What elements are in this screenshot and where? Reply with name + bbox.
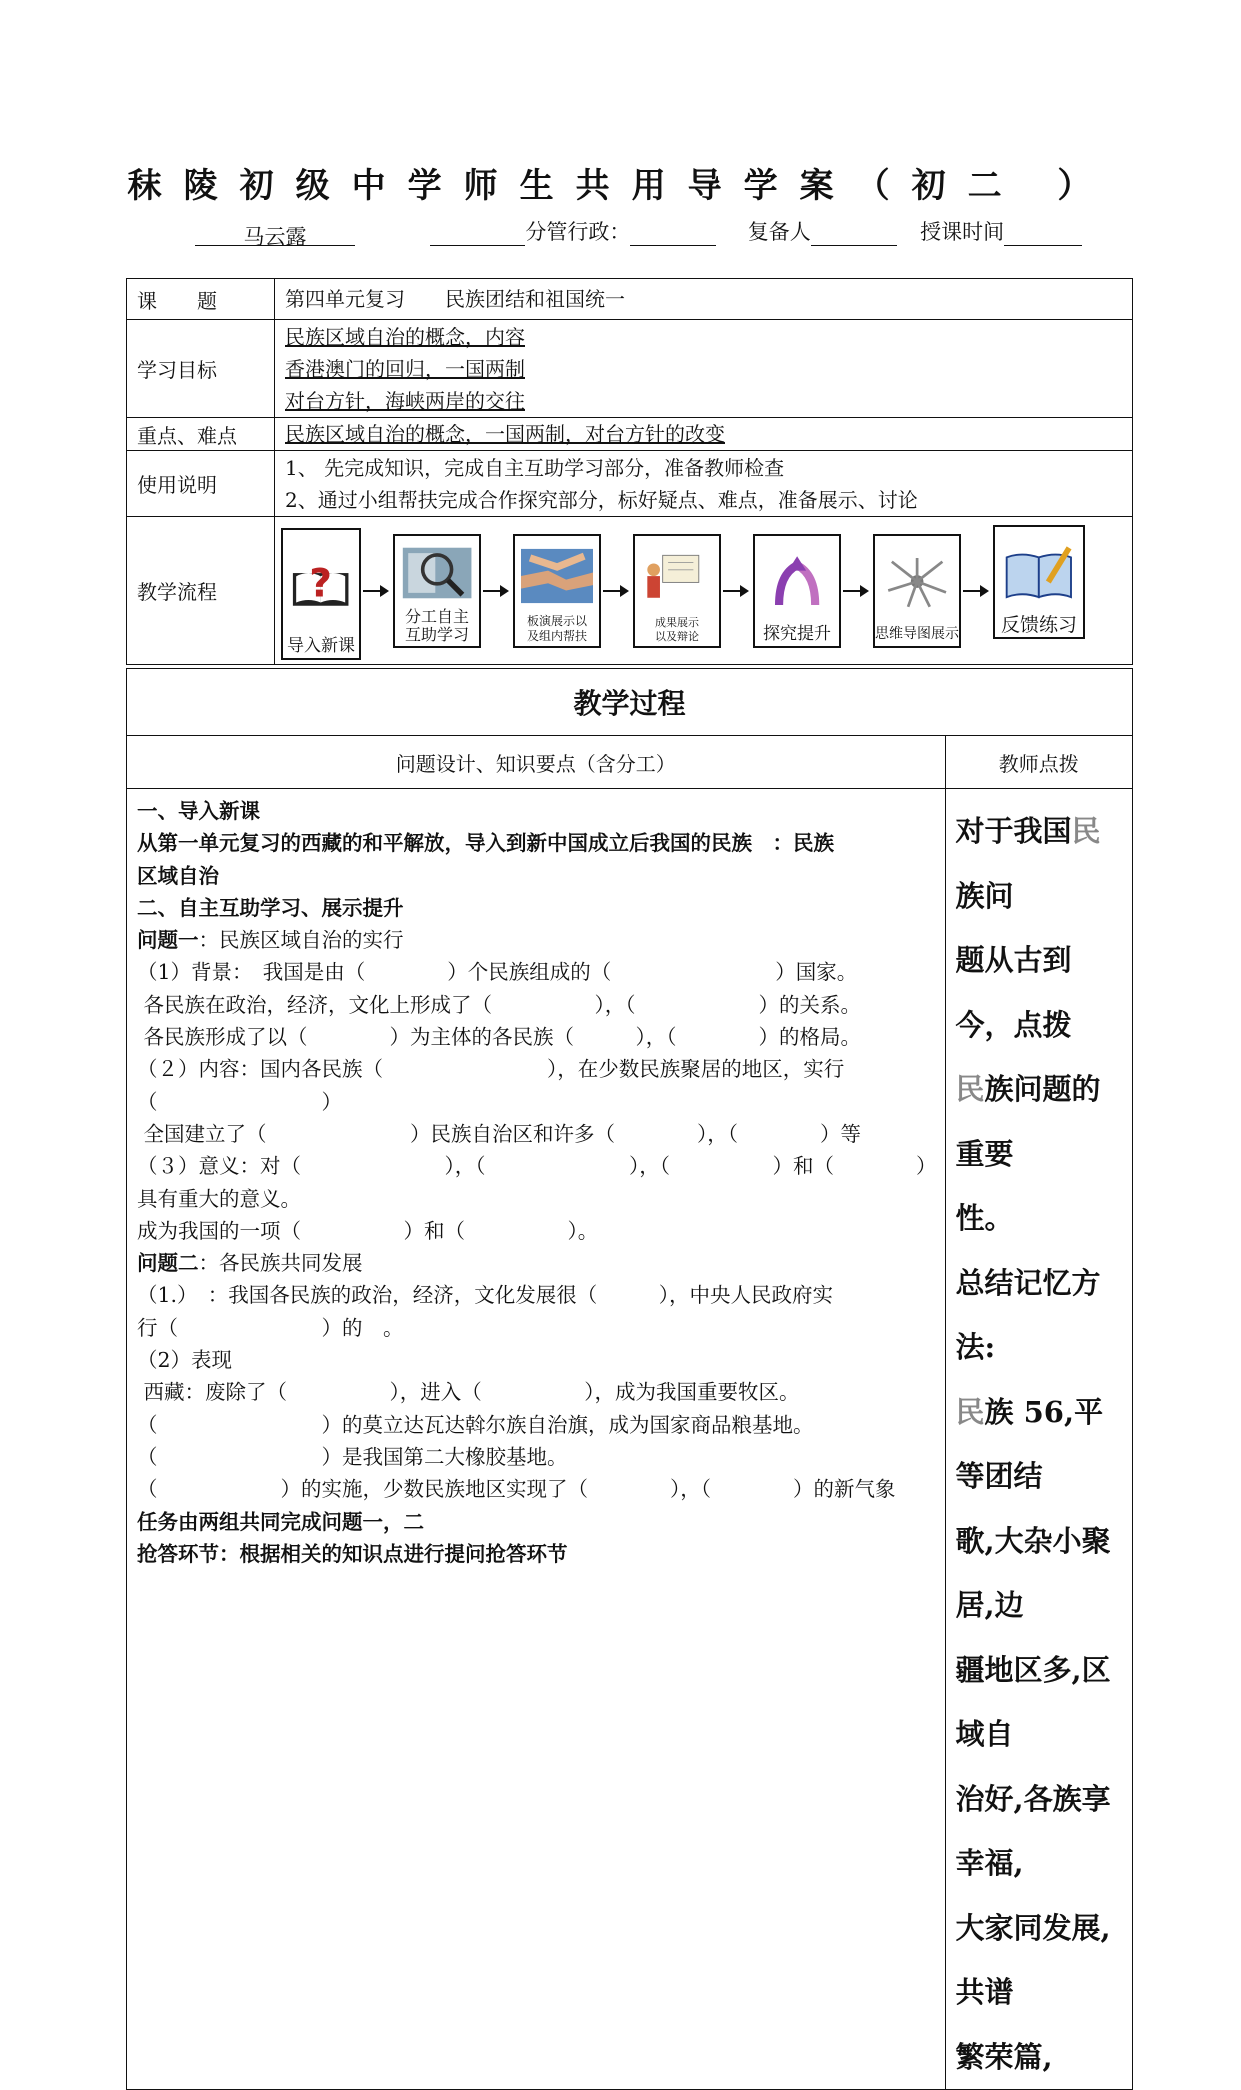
- flow-arrow: [963, 585, 991, 597]
- process-line: （ ）是我国第二大橡胶基地。: [137, 1444, 568, 1469]
- process-heading: 教学过程: [127, 669, 1133, 736]
- key-label: 重点、难点: [127, 418, 275, 451]
- svg-text:?: ?: [309, 561, 333, 607]
- side-column-header: 教师点拨: [945, 736, 1133, 789]
- blank-field: [430, 221, 525, 246]
- usage-item: 1、 先完成知识，完成自主互助学习部分，准备教师检查: [285, 455, 785, 480]
- flow-step-self-study: [393, 534, 481, 648]
- flow-caption: 成果展示 以及辩论: [655, 615, 699, 643]
- key-value: 民族区域自治的概念，一国两制，对台方针的改变: [275, 418, 1133, 451]
- process-line: 各民族形成了以（ ）为主体的各民族（ ），（ ）的格局。: [137, 1025, 862, 1050]
- process-table: [126, 668, 1133, 2090]
- topic-label: 课 题: [127, 279, 275, 320]
- flow-caption: 导入新课: [287, 635, 355, 656]
- rising-arrows-icon: [761, 540, 833, 623]
- book-question-icon: [288, 534, 353, 635]
- process-line: 西藏：废除了（ ），进入（ ），成为我国重要牧区。: [137, 1380, 800, 1405]
- flow-step-results: [633, 534, 721, 648]
- notebook-pencil-icon: [1001, 531, 1077, 614]
- highlight-char: 民: [955, 1394, 985, 1429]
- process-line: （２）内容：国内各民族（ ），在少数民族聚居的地区，实行: [137, 1057, 845, 1082]
- process-line: 区域自治: [137, 863, 219, 888]
- goals-list: [275, 320, 1133, 418]
- process-line: （ ）: [137, 1089, 342, 1114]
- guidance-line: 疆地区多,区域自: [955, 1652, 1111, 1751]
- process-line: （ ）的莫立达瓦达斡尔族自治旗，成为国家商品粮基地。: [137, 1412, 814, 1437]
- main-column-header: 问题设计、知识要点（含分工）: [127, 736, 946, 789]
- process-line: 问题二：各民族共同发展: [137, 1251, 363, 1276]
- highlight-char: 民: [955, 1072, 985, 1106]
- flow-cell: [275, 517, 1133, 665]
- process-lines: [137, 795, 937, 1570]
- guidance-lines: [956, 799, 1127, 2089]
- guidance-line: 歌,大杂小聚居,边: [955, 1523, 1111, 1622]
- usage-item: 2、通过小组帮扶完成合作探究部分，标好疑点、难点，准备展示、讨论: [285, 487, 918, 512]
- teacher-guidance: [945, 789, 1133, 2090]
- flow-caption: 探究提升: [763, 623, 831, 644]
- goal-item: 对台方针，海峡两岸的交往: [285, 388, 525, 413]
- question-lead: 问题二: [137, 1251, 199, 1276]
- handshake-icon: [521, 540, 593, 612]
- author-name: 马云露: [243, 225, 307, 249]
- process-line: 一、导入新课: [137, 799, 260, 823]
- guidance-line: 治好,各族享幸福,: [955, 1781, 1111, 1880]
- process-line: 成为我国的一项（ ）和（ ）。: [137, 1218, 599, 1243]
- guidance-line: 繁荣篇,: [955, 2039, 1053, 2074]
- flow-caption: 板演展示以 及组内帮扶: [526, 613, 587, 643]
- flow-caption: 反馈练习: [1000, 613, 1077, 636]
- goals-label: 学习目标: [127, 320, 275, 418]
- flow-step-inquiry: [753, 534, 841, 648]
- guidance-line: 大家同发展,共谱: [955, 1910, 1111, 2009]
- question-lead: 问题一: [137, 928, 199, 953]
- flow-arrow: [723, 585, 751, 597]
- mindmap-icon: [881, 540, 953, 623]
- guidance-line: 总结记忆方法:: [955, 1265, 1101, 1364]
- flow-step-mindmap: [873, 534, 961, 648]
- process-line: 行（ ）的 。: [137, 1315, 404, 1340]
- process-line: 问题一：民族区域自治的实行: [137, 928, 404, 953]
- process-line: （３）意义：对（ ），（ ），（ ）和（ ）: [137, 1154, 937, 1179]
- usage-label: 使用说明: [127, 451, 275, 517]
- process-line: 任务由两组共同完成问题一，二: [137, 1509, 424, 1534]
- topic-value: 第四单元复习 民族团结和祖国统一: [275, 279, 1133, 320]
- flow-step-board-demo: [513, 534, 601, 648]
- flow-arrow: [843, 585, 871, 597]
- highlight-char: 民: [1071, 814, 1101, 848]
- flow-arrow: [363, 585, 391, 597]
- process-line: （1）背景： 我国是由（ ）个民族组成的（ ）国家。: [137, 960, 858, 985]
- process-line: （1.） ：我国各民族的政治，经济，文化发展很（ ），中央人民政府实: [137, 1283, 834, 1308]
- magnifier-icon: [401, 540, 473, 606]
- teaching-flow: [275, 518, 1132, 664]
- process-line: （2）表现: [137, 1348, 233, 1373]
- flow-caption: 分工自主 互助学习: [404, 606, 469, 644]
- presentation-icon: [641, 540, 713, 614]
- guidance-line: 民族 56,平等团结: [955, 1394, 1104, 1493]
- process-line: 各民族在政治，经济，文化上形成了（ ），（ ）的关系。: [137, 992, 862, 1017]
- info-table: [126, 278, 1133, 665]
- guidance-line: 题从古到今，点拨: [955, 943, 1072, 1042]
- usage-list: [275, 451, 1133, 517]
- flow-caption: 思维导图展示: [875, 625, 959, 642]
- process-line: 从第一单元复习的西藏的和平解放，导入到新中国成立后我国的民族 ：民族: [137, 831, 834, 856]
- guidance-line: 对于我国民族问: [955, 814, 1101, 913]
- reviewer-label: 复备人: [747, 220, 811, 244]
- goal-item: 民族区域自治的概念，内容: [285, 324, 525, 349]
- author-field: [195, 221, 355, 249]
- process-line: 全国建立了（ ）民族自治区和许多（ ），（ ）等: [137, 1121, 862, 1146]
- time-field: [1004, 221, 1082, 246]
- flow-arrow: [483, 585, 511, 597]
- flow-step-intro: [281, 528, 361, 660]
- process-line: （ ）的实施，少数民族地区实现了（ ），（ ）的新气象: [137, 1477, 896, 1502]
- process-main-content: [127, 789, 946, 2090]
- flow-label: 教学流程: [127, 517, 275, 665]
- guidance-line: 性。: [955, 1201, 1014, 1235]
- page-title: 秣陵初级中学师生共用导学案（初二 ）: [127, 166, 1114, 206]
- process-line: 抢答环节：根据相关的知识点进行提问抢答环节: [137, 1541, 568, 1566]
- flow-arrow: [603, 585, 631, 597]
- time-label: 授课时间: [920, 220, 1005, 244]
- byline: [195, 216, 1082, 249]
- admin-label: 分管行政：: [525, 220, 631, 244]
- admin-field: [630, 221, 716, 246]
- flow-step-feedback: [993, 525, 1085, 639]
- reviewer-field: [811, 221, 897, 246]
- process-line: 二、自主互助学习、展示提升: [137, 895, 404, 920]
- process-line: 具有重大的意义。: [137, 1186, 301, 1211]
- goal-item: 香港澳门的回归，一国两制: [285, 356, 525, 381]
- guidance-line: 民族问题的重要: [955, 1072, 1101, 1171]
